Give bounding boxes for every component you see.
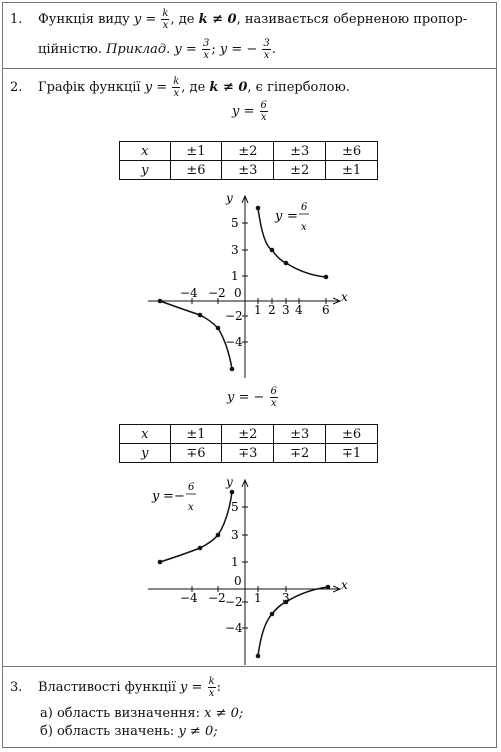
svg-text:−4: −4 [180, 286, 198, 300]
svg-text:y: y [226, 475, 233, 489]
svg-text:x: x [341, 578, 348, 592]
separator-2 [2, 666, 497, 667]
svg-text:−4: −4 [180, 591, 198, 605]
svg-text:3: 3 [231, 528, 239, 542]
graph-2-ticks [192, 507, 286, 628]
svg-text:6: 6 [188, 482, 195, 493]
example-label: Приклад. [106, 42, 171, 57]
svg-text:1: 1 [231, 555, 239, 569]
item-1-text-mid: , де [170, 12, 195, 27]
item-1-line-2: ційністю. Приклад. y = $\frac{3}{x}$ ; y = − $\frac{3}{x}$ . [38, 38, 276, 61]
svg-text:y: y [275, 209, 283, 224]
item-2-text-pre: Графік функції [38, 80, 141, 95]
svg-text:5: 5 [231, 500, 239, 514]
item-1-line-1: Функція виду y = $\frac{k}{x}$ , де k ≠ 0, називається оберненою пропор- [38, 8, 468, 31]
graph-1-title: y = $\frac{6}{x}$ [232, 100, 267, 123]
graph-1-y-label: y [226, 191, 233, 205]
table-row-x: x ±1 ±2 ±3 ±6 [120, 425, 378, 444]
graph-1-origin: 0 [234, 286, 242, 300]
svg-text:3: 3 [231, 243, 239, 257]
svg-text:3: 3 [282, 591, 290, 605]
graph-2-points [158, 490, 331, 659]
graph-1-x-label: x [341, 290, 348, 304]
svg-text:1: 1 [231, 269, 239, 283]
svg-text:−2: −2 [225, 309, 243, 323]
var-y: y [133, 12, 142, 27]
svg-text:6: 6 [301, 202, 308, 213]
svg-text:=: = [287, 209, 298, 224]
fraction-k-over-x-3: $\frac{k}{x}$ [208, 676, 215, 699]
table-row-y: y ∓6 ∓3 ∓2 ∓1 [120, 444, 378, 463]
property-domain: а) область визначення: x ≠ 0; [40, 706, 244, 721]
item-1-condition: k ≠ 0 [198, 12, 237, 27]
svg-text:4: 4 [295, 303, 303, 317]
item-2-number: 2. [10, 80, 23, 95]
svg-text:2: 2 [268, 303, 276, 317]
item-1-text-post: , називається оберненою пропор- [236, 12, 468, 27]
fraction-neg-3-over-x: $\frac{3}{x}$ [263, 38, 270, 61]
svg-text:−4: −4 [225, 335, 243, 349]
table-row-y: y ±6 ±3 ±2 ±1 [120, 161, 378, 180]
fraction-3-over-x: $\frac{3}{x}$ [202, 38, 210, 61]
svg-text:6: 6 [322, 303, 330, 317]
item-3-number: 3. [10, 680, 23, 695]
svg-text:y: y [152, 489, 160, 504]
svg-text:−4: −4 [225, 621, 243, 635]
svg-text:x: x [188, 502, 194, 513]
svg-text:−2: −2 [208, 286, 226, 300]
fraction-k-over-x-2: $\frac{k}{x}$ [173, 76, 180, 99]
property-range: б) область значень: y ≠ 0; [40, 724, 218, 739]
svg-text:5: 5 [231, 216, 239, 230]
graph-2-branch-q4 [258, 587, 328, 656]
item-3-line: Властивості функції y = $\frac{k}{x}$ : [38, 676, 222, 699]
item-2-line: Графік функції y = $\frac{k}{x}$ , де k ≠ 0, є гіперболою. [38, 76, 350, 99]
svg-text:−: − [174, 489, 185, 504]
item-1-text-pre: Функція виду [38, 12, 130, 27]
svg-text:−2: −2 [208, 591, 226, 605]
svg-text:0: 0 [234, 574, 242, 588]
svg-text:=: = [163, 489, 174, 504]
item-1-number: 1. [10, 12, 23, 27]
svg-text:1: 1 [254, 303, 262, 317]
graph-2-title: y = − $\frac{6}{x}$ [227, 386, 277, 409]
svg-text:3: 3 [282, 303, 290, 317]
item-1-line2-text: ційністю. [38, 42, 102, 57]
fraction-k-over-x: $\frac{k}{x}$ [162, 8, 169, 31]
svg-text:−2: −2 [225, 595, 243, 609]
table-row-x: x ±1 ±2 ±3 ±6 [120, 142, 378, 161]
svg-text:x: x [301, 222, 307, 233]
svg-text:1: 1 [254, 591, 262, 605]
